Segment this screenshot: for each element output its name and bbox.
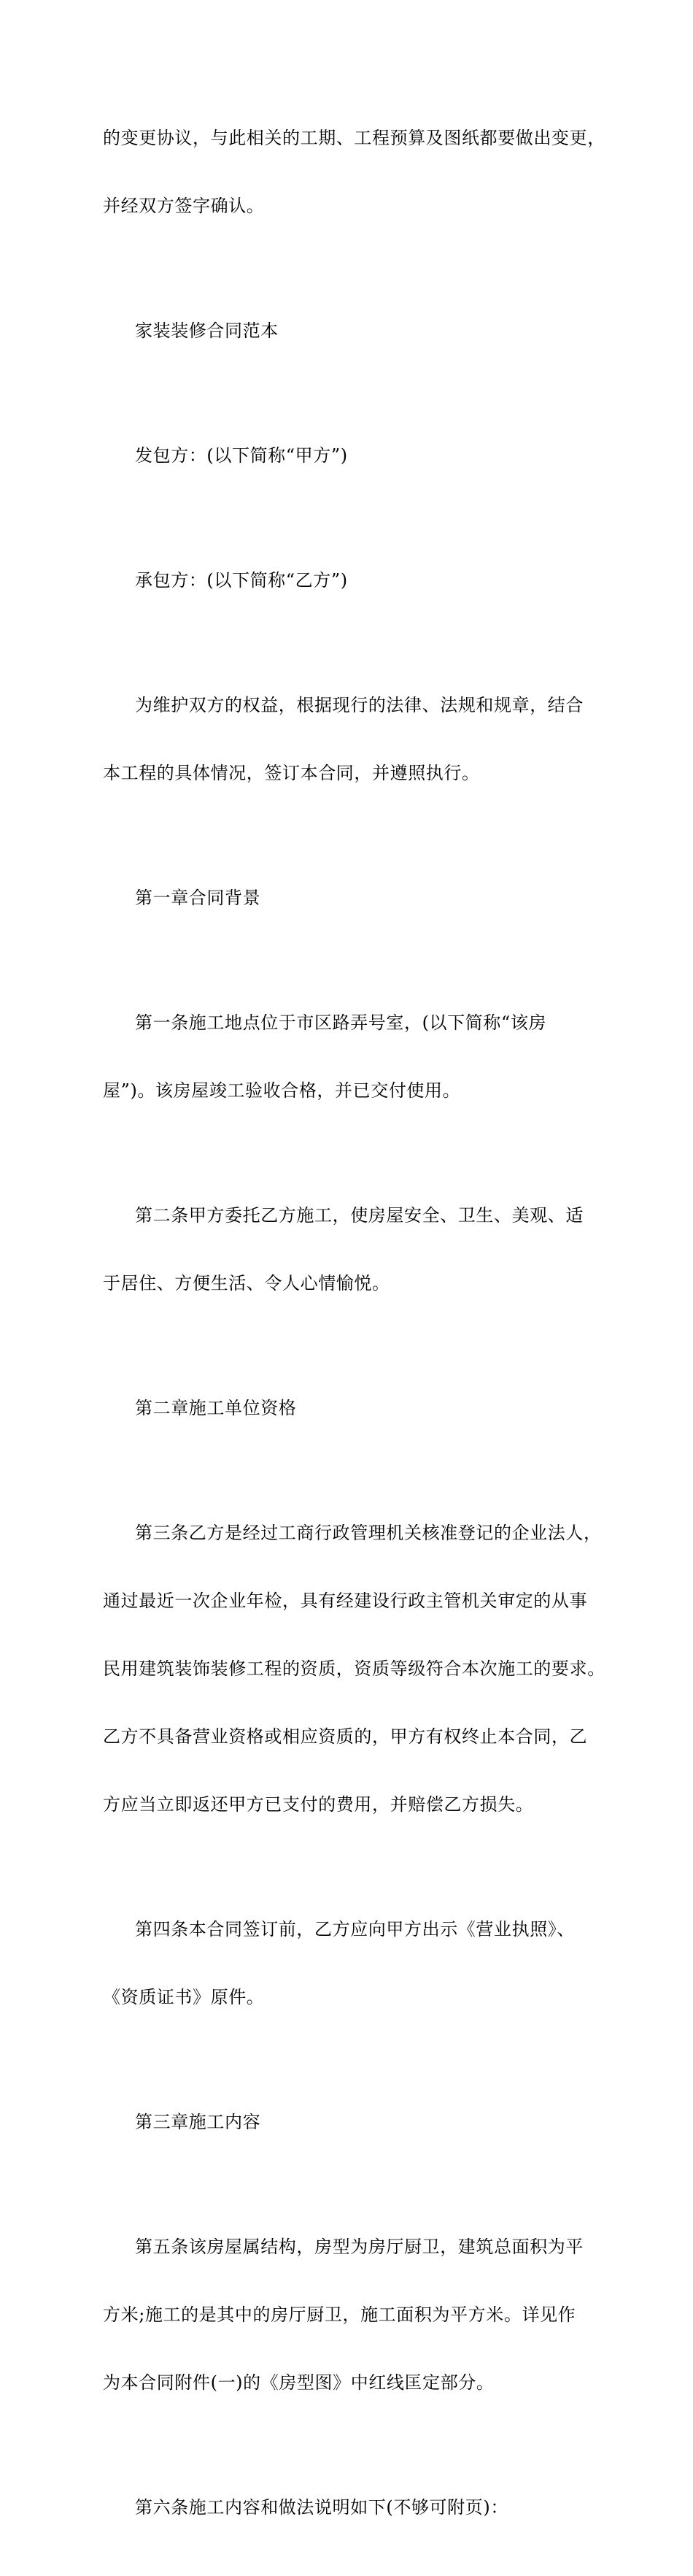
text-line: 方应当立即返还甲方已支付的费用，并赔偿乙方损失。 <box>103 1794 534 1815</box>
article-paragraph <box>103 1477 606 1861</box>
document-body <box>103 82 606 2576</box>
party-a-line <box>103 399 606 512</box>
preamble-paragraph <box>103 649 606 830</box>
text-line: 第二条甲方委托乙方施工，使房屋安全、卫生、美观、适 <box>135 1205 584 1226</box>
text-line: 第四条本合同签订前，乙方应向甲方出示《营业执照》、 <box>135 1919 575 1939</box>
text-line: 《资质证书》原件。 <box>103 1987 265 2007</box>
text-line: 乙方不具备营业资格或相应资质的，甲方有权终止本合同，乙 <box>103 1726 588 1747</box>
text-line: 第三章施工内容 <box>135 2112 261 2132</box>
text-line: 通过最近一次企业年检，具有经建设行政主管机关审定的从事 <box>103 1591 588 1611</box>
party-b-line <box>103 524 606 637</box>
text-line: 并经双方签字确认。 <box>103 196 265 216</box>
text-line: 发包方：(以下简称“甲方”) <box>135 445 348 466</box>
text-line: 第一章合同背景 <box>135 888 261 908</box>
text-line: 方米;施工的是其中的房厅厨卫，施工面积为平方米。详见作 <box>103 2304 576 2325</box>
text-line: 第五条该房屋属结构，房型为房厅厨卫，建筑总面积为平 <box>135 2237 584 2257</box>
text-line: 第一条施工地点位于市区路弄号室，(以下简称“该房 <box>135 1012 547 1033</box>
text-line: 第二章施工单位资格 <box>135 1398 297 1418</box>
text-line: 第六条施工内容和做法说明如下(不够可附页)： <box>135 2497 508 2518</box>
text-line: 本工程的具体情况，签订本合同，并遵照执行。 <box>103 763 480 783</box>
chapter-heading <box>103 1352 606 1465</box>
text-line: 第三条乙方是经过工商行政管理机关核准登记的企业法人， <box>135 1523 602 1543</box>
paragraph-continuation <box>103 82 606 263</box>
chapter-heading <box>103 842 606 955</box>
document-title <box>103 274 606 388</box>
article-paragraph <box>103 2191 606 2439</box>
text-line: 民用建筑装饰装修工程的资质，资质等级符合本次施工的要求。 <box>103 1658 605 1679</box>
article-paragraph <box>103 1873 606 2054</box>
text-line: 家装装修合同范本 <box>135 320 279 341</box>
text-line: 承包方：(以下简称“乙方”) <box>135 570 348 591</box>
text-line: 的变更协议，与此相关的工期、工程预算及图纸都要做出变更， <box>103 128 605 148</box>
article-paragraph <box>103 1159 606 1340</box>
text-line: 屋”)。该房屋竣工验收合格，并已交付使用。 <box>103 1080 461 1101</box>
text-line: 为维护双方的权益，根据现行的法律、法规和规章，结合 <box>135 695 584 715</box>
article-paragraph <box>103 2451 606 2564</box>
text-line: 于居住、方便生活、令人心情愉悦。 <box>103 1273 390 1293</box>
text-line: 为本合同附件(一)的《房型图》中红线匡定部分。 <box>103 2372 495 2393</box>
article-paragraph <box>103 966 606 1147</box>
chapter-heading <box>103 2066 606 2179</box>
